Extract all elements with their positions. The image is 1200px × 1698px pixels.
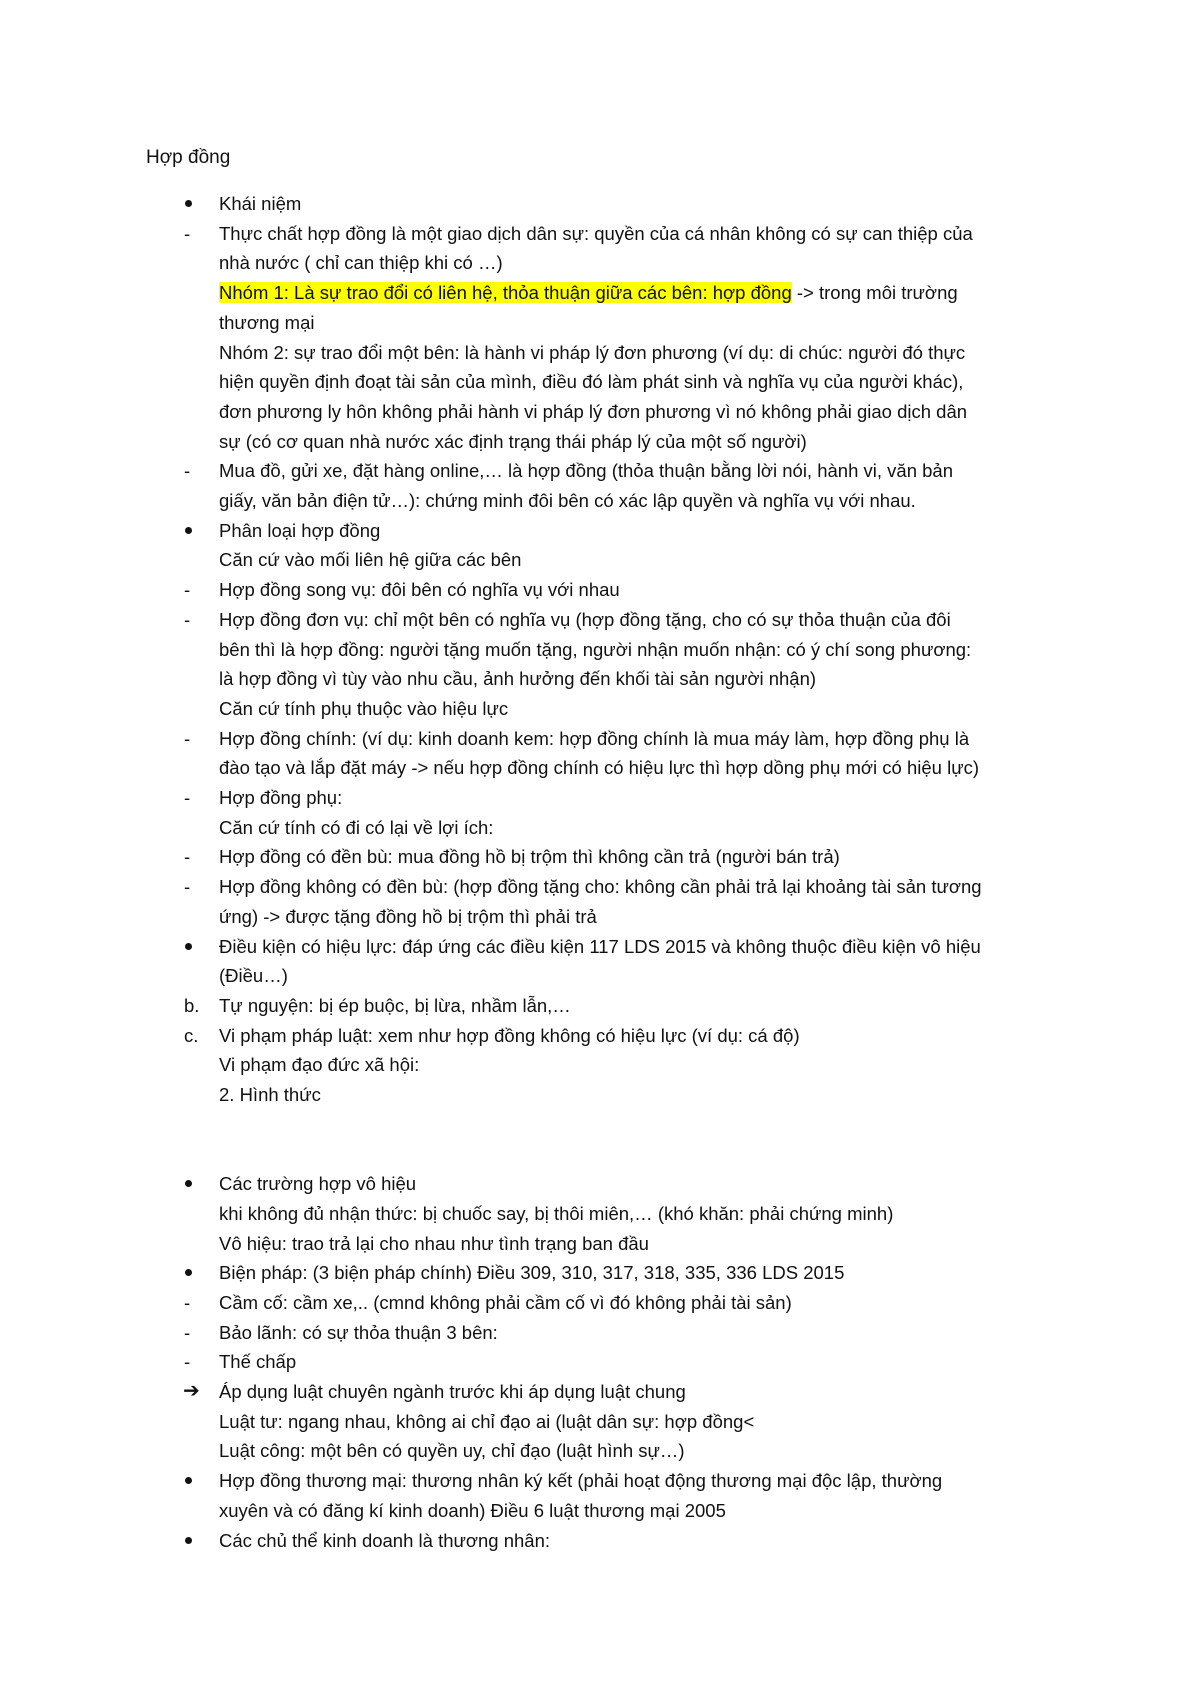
line-text: Căn cứ vào mối liên hệ giữa các bên xyxy=(219,549,522,571)
document-line xyxy=(0,635,1200,664)
document-line xyxy=(0,1377,1200,1406)
line-text: Phân loại hợp đồng xyxy=(219,519,381,541)
bullet-dot xyxy=(185,1180,192,1187)
document-line xyxy=(0,248,1200,277)
line-text: Điều kiện có hiệu lực: đáp ứng các điều kiện 117 LDS 2015 và không thuộc điều kiện vô hiệu xyxy=(219,935,981,957)
list-letter-marker xyxy=(184,1021,206,1050)
document-line xyxy=(0,516,1200,545)
document-line xyxy=(0,1199,1200,1228)
bullet-icon xyxy=(184,932,206,961)
document-line xyxy=(0,545,1200,574)
document-line xyxy=(0,1436,1200,1465)
document-line xyxy=(0,664,1200,693)
bullet-dot xyxy=(185,1537,192,1544)
document-line xyxy=(0,753,1200,782)
dash-marker xyxy=(184,872,206,901)
dash-marker xyxy=(184,1347,206,1376)
bullet-icon xyxy=(184,1466,206,1495)
line-text: ứng) -> được tặng đồng hồ bị trộm thì phải trả xyxy=(219,905,597,927)
line-text: Cầm cố: cầm xe,.. (cmnd không phải cầm cố vì đó không phải tài sản) xyxy=(219,1291,792,1313)
line-text: Hợp đồng chính: (ví dụ: kinh doanh kem: hợp đồng chính là mua máy làm, hợp đồng phụ là xyxy=(219,727,970,749)
arrow-glyph: ➔ xyxy=(183,1380,200,1402)
bullet-dot xyxy=(185,200,192,207)
line-text: (Điều…) xyxy=(219,965,288,987)
document-line xyxy=(0,932,1200,961)
line-text: Mua đồ, gửi xe, đặt hàng online,… là hợp đồng (thỏa thuận bằng lời nói, hành vi, văn bản xyxy=(219,460,953,482)
dash-marker xyxy=(184,605,206,634)
document-line xyxy=(0,902,1200,931)
bullet-icon xyxy=(184,1258,206,1287)
line-text: bên thì là hợp đồng: người tặng muốn tặng, người nhận muốn nhận: có ý chí song phương: xyxy=(219,638,972,660)
line-text: Các chủ thể kinh doanh là thương nhân: xyxy=(219,1529,551,1551)
document-line xyxy=(0,1110,1200,1139)
document-line xyxy=(0,694,1200,723)
bullet-dot xyxy=(185,1477,192,1484)
dash-glyph: - xyxy=(184,727,191,749)
line-text: giấy, văn bản điện tử…): chứng minh đôi bên có xác lập quyền và nghĩa vụ với nhau. xyxy=(219,490,916,511)
line-text: Vô hiệu: trao trả lại cho nhau như tình trạng ban đầu xyxy=(219,1232,649,1254)
line-text: Hợp đồng có đền bù: mua đồng hồ bị trộm thì không cần trả (người bán trả) xyxy=(219,846,840,868)
line-text: Hợp đồng thương mại: thương nhân ký kết (phải hoạt động thương mại độc lập, thường xyxy=(219,1470,943,1492)
dash-glyph: - xyxy=(184,1351,191,1373)
dash-marker xyxy=(184,842,206,871)
document-line xyxy=(0,1347,1200,1376)
dash-marker xyxy=(184,219,206,248)
bullet-dot xyxy=(185,943,192,950)
line-text: hiện quyền định đoạt tài sản của mình, điều đó làm phát sinh và nghĩa vụ của người khác), xyxy=(219,371,964,393)
line-text: khi không đủ nhận thức: bị chuốc say, bị thôi miên,… (khó khăn: phải chứng minh) xyxy=(219,1202,894,1224)
dash-glyph: - xyxy=(184,787,191,808)
document-line xyxy=(0,1496,1200,1525)
document-line xyxy=(0,1229,1200,1258)
line-text: Biện pháp: (3 biện pháp chính) Điều 309, 310, 317, 318, 335, 336 LDS 2015 xyxy=(219,1262,845,1284)
dash-marker xyxy=(184,1288,206,1317)
dash-glyph: - xyxy=(184,222,191,244)
document-line xyxy=(0,961,1200,990)
dash-glyph: - xyxy=(184,1321,191,1343)
dash-marker xyxy=(184,456,206,485)
dash-marker xyxy=(184,1318,206,1347)
line-text: đơn phương ly hôn không phải hành vi pháp lý đơn phương vì nó không phải giao dịch dân xyxy=(219,400,968,422)
line-text: Áp dụng luật chuyên ngành trước khi áp dụng luật chung xyxy=(219,1381,686,1402)
highlighted-text: Nhóm 1: Là sự trao đổi có liên hệ, thỏa thuận giữa các bên: hợp đồng xyxy=(219,282,792,304)
document-line xyxy=(0,308,1200,337)
dash-glyph: - xyxy=(184,1291,191,1313)
line-text: Khái niệm xyxy=(219,193,302,214)
list-letter-marker xyxy=(184,991,206,1020)
dash-marker xyxy=(184,575,206,604)
line-text: Nhóm 2: sự trao đổi một bên: là hành vi pháp lý đơn phương (ví dụ: di chúc: người đó thực xyxy=(219,341,966,363)
document-line xyxy=(0,1407,1200,1436)
line-text: nhà nước ( chỉ can thiệp khi có …) xyxy=(219,252,503,274)
bullet-icon xyxy=(184,1526,206,1555)
line-text: 2. Hình thức xyxy=(219,1084,321,1105)
document-line xyxy=(0,338,1200,367)
document-line xyxy=(0,456,1200,485)
line-text: Hợp đồng song vụ: đôi bên có nghĩa vụ với nhau xyxy=(219,579,620,601)
document-line xyxy=(0,367,1200,396)
document-line xyxy=(0,397,1200,426)
line-text: Luật công: một bên có quyền uy, chỉ đạo (luật hình sự…) xyxy=(219,1440,685,1462)
line-text: Căn cứ tính có đi có lại về lợi ích: xyxy=(219,816,494,838)
line-text: Hợp đồng phụ: xyxy=(219,787,343,808)
line-text xyxy=(219,278,958,307)
line-text: Hợp đồng đơn vụ: chỉ một bên có nghĩa vụ (hợp đồng tặng, cho có sự thỏa thuận của đôi xyxy=(219,608,951,630)
document-line xyxy=(0,427,1200,456)
line-text: Căn cứ tính phụ thuộc vào hiệu lực xyxy=(219,697,509,719)
dash-glyph: - xyxy=(184,846,191,868)
line-text: xuyên và có đăng kí kinh doanh) Điều 6 luật thương mại 2005 xyxy=(219,1499,726,1521)
document-line xyxy=(0,872,1200,901)
document-line xyxy=(0,575,1200,604)
document-line xyxy=(0,189,1200,218)
line-text: đào tạo và lắp đặt máy -> nếu hợp đồng chính có hiệu lực thì hợp dồng phụ mới có hiệu lực) xyxy=(219,757,979,779)
line-text: sự (có cơ quan nhà nước xác định trạng thái pháp lý của một số người) xyxy=(219,430,807,452)
document-line xyxy=(0,991,1200,1020)
document-line xyxy=(0,1080,1200,1109)
line-text: Hợp đồng không có đền bù: (hợp đồng tặng cho: không cần phải trả lại khoảng tài sản tương xyxy=(219,876,982,898)
bullet-dot xyxy=(185,1269,192,1276)
document-line xyxy=(0,1258,1200,1287)
list-letter: c. xyxy=(184,1024,199,1046)
bullet-icon xyxy=(184,1169,206,1198)
document-line xyxy=(0,813,1200,842)
document-title: Hợp đồng xyxy=(146,147,231,168)
document-line xyxy=(0,842,1200,871)
line-text: Vi phạm đạo đức xã hội: xyxy=(219,1054,420,1076)
line-text: Thế chấp xyxy=(219,1351,297,1373)
line-text: Thực chất hợp đồng là một giao dịch dân sự: quyền của cá nhân không có sự can thiệp của xyxy=(219,222,973,244)
dash-glyph: - xyxy=(184,579,191,601)
document-line xyxy=(0,278,1200,307)
line-text: Các trường hợp vô hiệu xyxy=(219,1173,417,1195)
document-line xyxy=(0,605,1200,634)
arrow-right-icon xyxy=(184,1377,206,1406)
document-line xyxy=(0,486,1200,515)
bullet-icon xyxy=(184,516,206,545)
line-text: thương mại xyxy=(219,311,315,333)
document-line xyxy=(0,219,1200,248)
document-line xyxy=(0,1050,1200,1079)
line-text-continuation: -> trong môi trường xyxy=(791,282,958,304)
dash-marker xyxy=(184,783,206,812)
document-line xyxy=(0,1288,1200,1317)
line-text: Tự nguyện: bị ép buộc, bị lừa, nhầm lẫn,… xyxy=(219,994,571,1016)
dash-glyph: - xyxy=(184,460,191,482)
document-line xyxy=(0,783,1200,812)
document-line xyxy=(0,1139,1200,1168)
document-line xyxy=(0,1526,1200,1555)
line-text: Bảo lãnh: có sự thỏa thuận 3 bên: xyxy=(219,1321,498,1343)
document-line xyxy=(0,1466,1200,1495)
document-line xyxy=(0,724,1200,753)
line-text: Luật tư: ngang nhau, không ai chỉ đạo ai (luật dân sự: hợp đồng< xyxy=(219,1410,755,1432)
dash-marker xyxy=(184,724,206,753)
bullet-icon xyxy=(184,189,206,218)
document-line xyxy=(0,1021,1200,1050)
document-line xyxy=(0,1169,1200,1198)
bullet-dot xyxy=(185,527,192,534)
line-text: là hợp đồng vì tùy vào nhu cầu, ảnh hưởng đến khối tài sản người nhận) xyxy=(219,668,817,690)
line-text: Vi phạm pháp luật: xem như hợp đồng không có hiệu lực (ví dụ: cá độ) xyxy=(219,1024,800,1046)
list-letter: b. xyxy=(184,994,200,1016)
dash-glyph: - xyxy=(184,876,191,898)
dash-glyph: - xyxy=(184,608,191,630)
document-line xyxy=(0,1318,1200,1347)
